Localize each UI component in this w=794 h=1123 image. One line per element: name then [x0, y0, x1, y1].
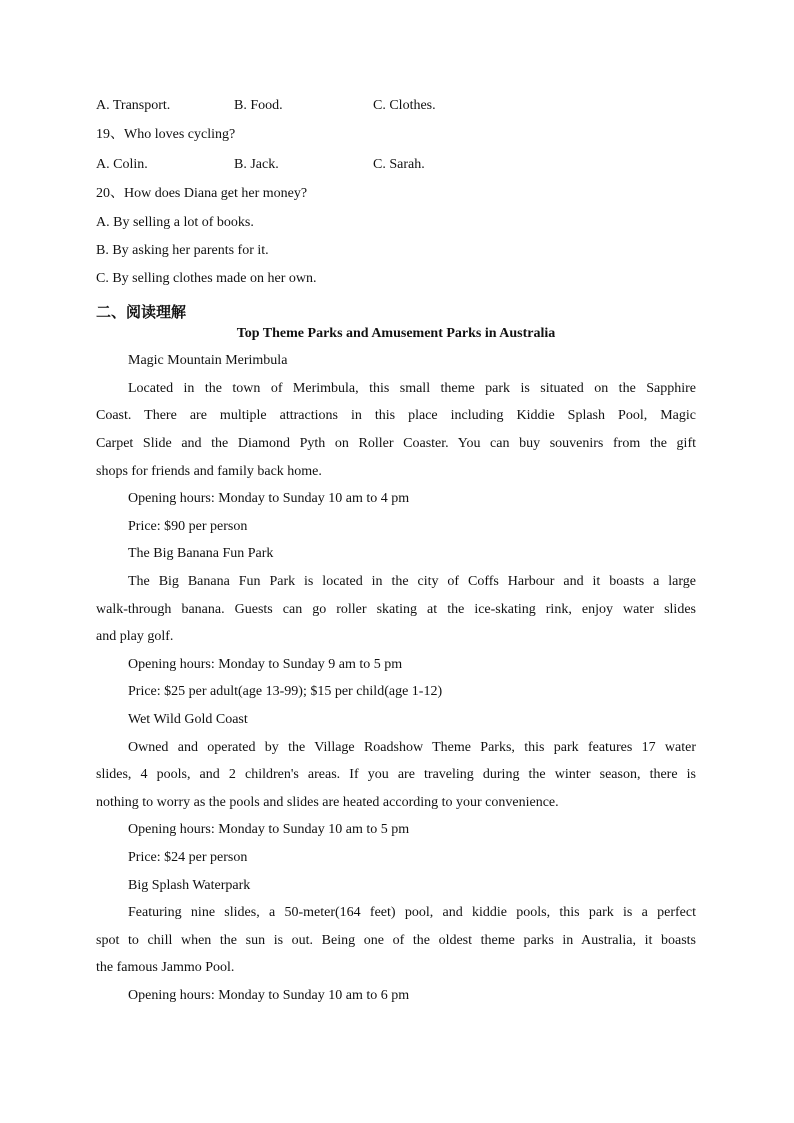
park-opening-hours: Opening hours: Monday to Sunday 10 am to 4 pm	[128, 491, 410, 506]
park-price: Price: $24 per person	[128, 850, 248, 865]
park-description-line: slides, 4 pools, and 2 children's areas. If you are traveling during the winter season, there is	[96, 767, 696, 782]
q20-option-a: A. By selling a lot of books.	[96, 215, 254, 230]
q18-option-a: A. Transport.	[96, 98, 171, 113]
park-description-line: the famous Jammo Pool.	[96, 960, 235, 975]
park-name: Magic Mountain Merimbula	[128, 353, 288, 368]
park-description-line: Located in the town of Merimbula, this small theme park is situated on the Sapphire	[128, 381, 696, 396]
park-opening-hours: Opening hours: Monday to Sunday 9 am to 5 pm	[128, 657, 403, 672]
park-description-line: and play golf.	[96, 629, 174, 644]
q19-option-a: A. Colin.	[96, 157, 148, 172]
park-description-line: nothing to worry as the pools and slides are heated according to your convenience.	[96, 795, 559, 810]
q20-stem: 20、How does Diana get her money?	[96, 186, 308, 201]
park-description-line: The Big Banana Fun Park is located in the city of Coffs Harbour and it boasts a large	[128, 574, 696, 589]
park-description-line: spot to chill when the sun is out. Being one of the oldest theme parks in Australia, it boasts	[96, 933, 696, 948]
park-opening-hours: Opening hours: Monday to Sunday 10 am to 5 pm	[128, 822, 410, 837]
park-description-line: shops for friends and family back home.	[96, 464, 322, 479]
q19-option-c: C. Sarah.	[373, 157, 425, 172]
section-heading: 二、阅读理解	[96, 303, 187, 321]
q19-option-b: B. Jack.	[234, 157, 279, 172]
park-description-line: Coast. There are multiple attractions in this place including Kiddie Splash Pool, Magic	[96, 408, 696, 423]
q20-option-c: C. By selling clothes made on her own.	[96, 271, 317, 286]
park-name: Big Splash Waterpark	[128, 878, 251, 893]
q18-option-c: C. Clothes.	[373, 98, 436, 113]
park-name: Wet Wild Gold Coast	[128, 712, 248, 727]
article-title: Top Theme Parks and Amusement Parks in Australia	[236, 326, 556, 341]
park-name: The Big Banana Fun Park	[128, 546, 274, 561]
park-price: Price: $90 per person	[128, 519, 248, 534]
park-description-line: Featuring nine slides, a 50-meter(164 feet) pool, and kiddie pools, this park is a perfect	[128, 905, 696, 920]
q20-option-b: B. By asking her parents for it.	[96, 243, 269, 258]
park-opening-hours: Opening hours: Monday to Sunday 10 am to 6 pm	[128, 988, 410, 1003]
park-description-line: walk-through banana. Guests can go roller skating at the ice-skating rink, enjoy water slides	[96, 602, 696, 617]
park-price: Price: $25 per adult(age 13-99); $15 per child(age 1-12)	[128, 684, 443, 699]
park-description-line: Owned and operated by the Village Roadshow Theme Parks, this park features 17 water	[128, 740, 696, 755]
park-description-line: Carpet Slide and the Diamond Pyth on Roller Coaster. You can buy souvenirs from the gift	[96, 436, 696, 451]
q19-stem: 19、Who loves cycling?	[96, 127, 236, 142]
q18-option-b: B. Food.	[234, 98, 283, 113]
